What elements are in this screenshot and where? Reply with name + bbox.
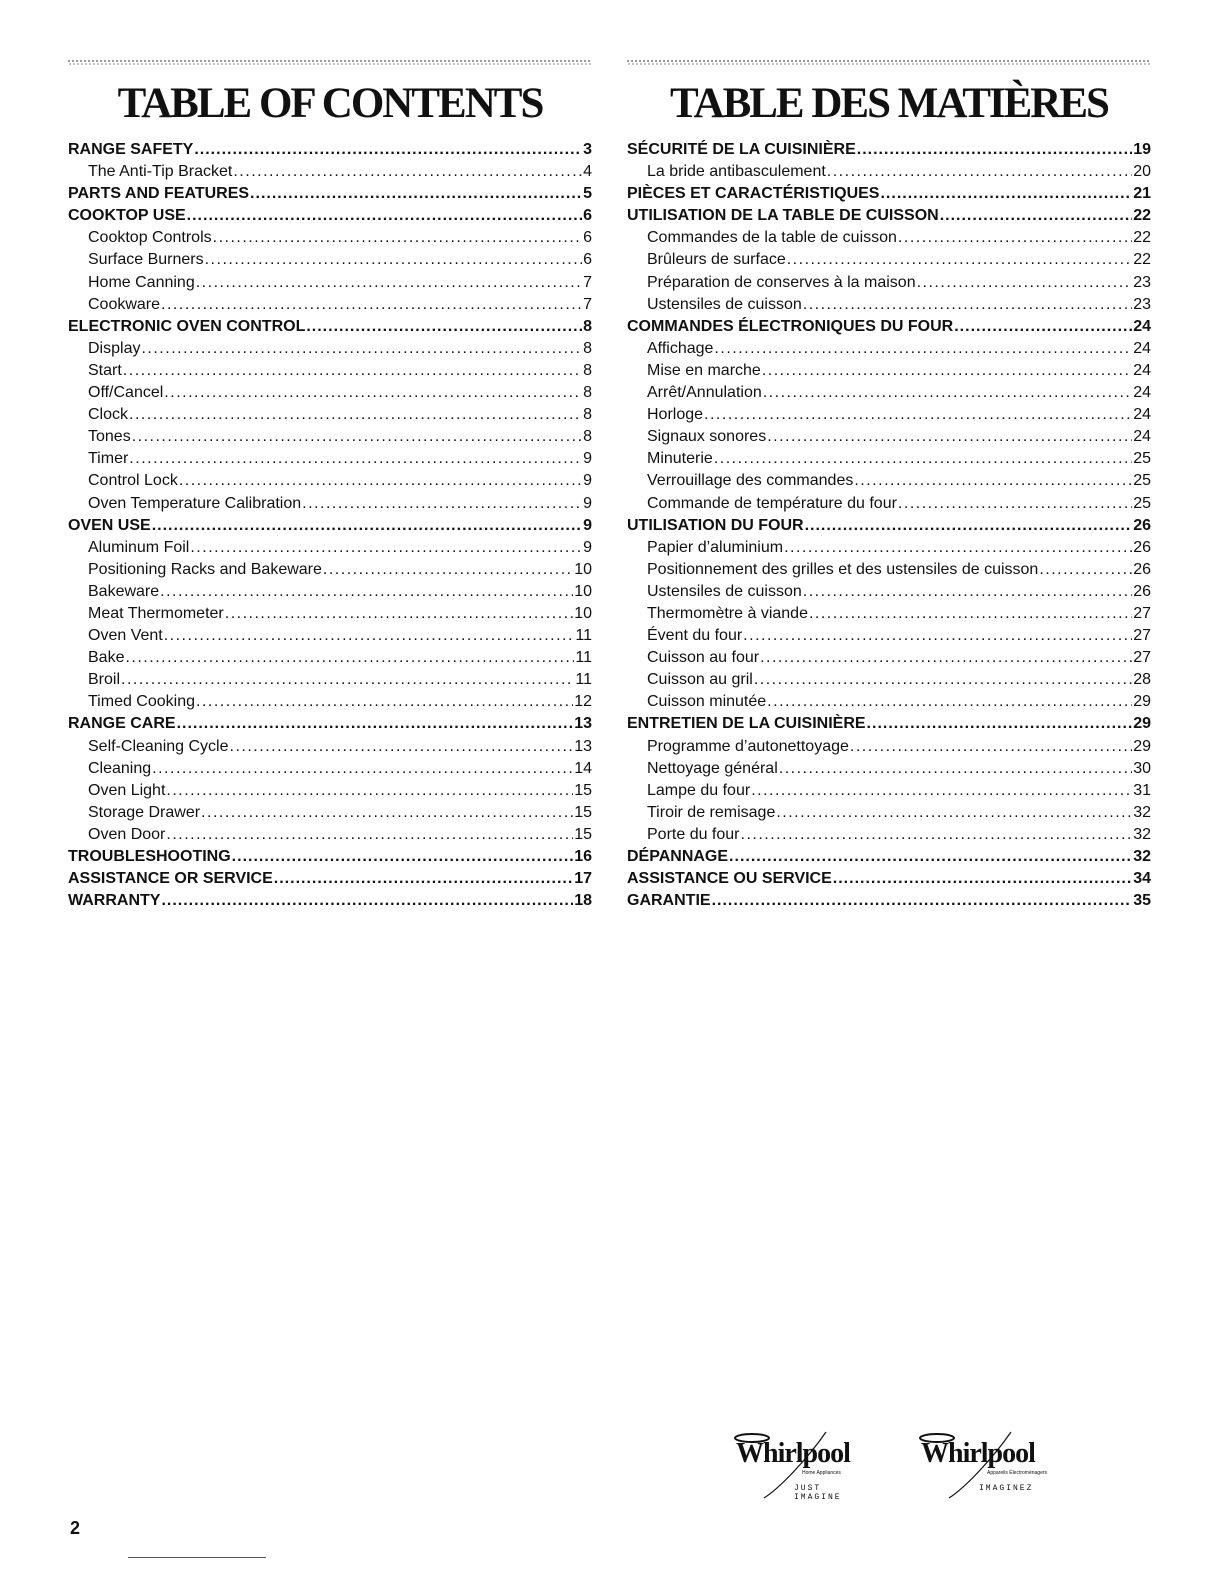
entry-label: Start xyxy=(88,361,122,379)
entry-label: Lampe du four xyxy=(647,781,751,799)
dot-leader xyxy=(232,846,574,868)
dot-leader xyxy=(213,227,582,249)
toc-subentry xyxy=(68,802,592,824)
dot-leader xyxy=(762,360,1132,382)
entry-label: Surface Burners xyxy=(88,251,204,269)
entry-label: Control Lock xyxy=(88,472,178,490)
dot-leader xyxy=(767,426,1132,448)
dot-leader xyxy=(196,272,582,294)
toc-subentry xyxy=(627,647,1151,669)
toc-english xyxy=(68,58,592,912)
dot-leader xyxy=(274,868,573,890)
toc-subentry xyxy=(68,294,592,316)
entry-label: Display xyxy=(88,339,141,357)
entry-label: Cuisson au gril xyxy=(647,671,753,689)
entry-label: La bride antibasculement xyxy=(647,163,826,181)
entry-label: UTILISATION DE LA TABLE DE CUISSON xyxy=(627,207,939,225)
entry-page-number: 8 xyxy=(583,317,592,335)
entry-page-number: 6 xyxy=(583,207,592,225)
toc-subentry xyxy=(68,470,592,492)
page-number: 2 xyxy=(70,1518,81,1538)
dot-leader xyxy=(132,426,582,448)
entry-label: Oven Door xyxy=(88,825,166,843)
entry-page-number: 8 xyxy=(583,339,592,357)
dot-leader xyxy=(225,603,573,625)
whirlpool-brand: Whirlpool xyxy=(921,1438,1035,1469)
entry-label: DÉPANNAGE xyxy=(627,848,729,865)
entry-page-number: 21 xyxy=(1133,185,1151,203)
toc-subentry xyxy=(627,360,1151,382)
toc-subentry xyxy=(627,736,1151,758)
entry-page-number: 26 xyxy=(1133,538,1151,556)
dot-leader xyxy=(123,360,582,382)
dot-leader xyxy=(125,647,574,669)
entry-page-number: 29 xyxy=(1133,693,1151,711)
entry-page-number: 32 xyxy=(1133,825,1151,843)
entry-page-number: 24 xyxy=(1133,384,1151,402)
toc-subentry xyxy=(68,249,592,271)
entry-label: Tones xyxy=(88,428,131,446)
entry-page-number: 25 xyxy=(1133,450,1151,468)
toc-subentry xyxy=(68,448,592,470)
entry-label: COMMANDES ÉLECTRONIQUES DU FOUR xyxy=(627,317,954,335)
dot-leader xyxy=(161,294,582,316)
dot-leader xyxy=(164,625,575,647)
entry-page-number: 7 xyxy=(583,273,592,291)
top-rule xyxy=(68,58,592,67)
toc-section-entry xyxy=(68,515,592,537)
entry-page-number: 17 xyxy=(574,870,592,888)
entry-page-number: 27 xyxy=(1133,604,1151,622)
whirlpool-tagline: JUST IMAGINE xyxy=(794,1484,842,1502)
dot-leader xyxy=(743,625,1132,647)
entry-label: Affichage xyxy=(647,339,714,357)
entry-label: Brûleurs de surface xyxy=(647,251,786,269)
dot-leader xyxy=(201,802,573,824)
toc-section-entry xyxy=(627,316,1151,338)
toc-subentry xyxy=(68,426,592,448)
dot-leader xyxy=(1039,559,1132,581)
dot-leader xyxy=(898,227,1132,249)
entry-page-number: 29 xyxy=(1133,715,1151,733)
entry-page-number: 5 xyxy=(583,185,592,203)
entry-label: Préparation de conserves à la maison xyxy=(647,273,916,291)
toc-heading-english: TABLE OF CONTENTS xyxy=(117,80,543,127)
entry-page-number: 23 xyxy=(1133,273,1151,291)
toc-subentry xyxy=(68,272,592,294)
entry-page-number: 24 xyxy=(1133,428,1151,446)
dot-leader xyxy=(129,404,582,426)
entry-label: RANGE CARE xyxy=(68,715,176,733)
entry-label: PIÈCES ET CARACTÉRISTIQUES xyxy=(627,185,880,203)
entry-page-number: 27 xyxy=(1133,649,1151,667)
toc-subentry xyxy=(627,294,1151,316)
toc-section-entry xyxy=(68,316,592,338)
entry-page-number: 3 xyxy=(583,141,592,158)
entry-page-number: 9 xyxy=(583,494,592,512)
toc-section-entry xyxy=(627,713,1151,735)
dot-leader xyxy=(323,559,573,581)
entry-label: Bakeware xyxy=(88,582,160,600)
dot-leader xyxy=(250,183,582,205)
dot-leader xyxy=(776,802,1132,824)
entry-page-number: 27 xyxy=(1133,627,1151,645)
entry-label: UTILISATION DU FOUR xyxy=(627,516,804,534)
toc-subentry xyxy=(68,824,592,846)
whirlpool-brand: Whirlpool xyxy=(736,1438,850,1469)
dot-leader xyxy=(306,316,582,338)
dot-leader xyxy=(779,758,1132,780)
toc-subentry xyxy=(68,382,592,404)
toc-subentry xyxy=(627,603,1151,625)
dot-leader xyxy=(754,669,1132,691)
entry-page-number: 10 xyxy=(574,582,592,600)
toc-subentry xyxy=(68,537,592,559)
dot-leader xyxy=(129,448,582,470)
entry-label: Positionnement des grilles et des ustensiles de cuisson xyxy=(647,560,1039,578)
toc-subentry xyxy=(68,338,592,360)
toc-subentry xyxy=(68,559,592,581)
dot-leader xyxy=(152,758,573,780)
toc-subentry xyxy=(627,470,1151,492)
toc-subentry xyxy=(68,780,592,802)
entry-page-number: 26 xyxy=(1133,516,1151,534)
dot-leader xyxy=(164,382,582,404)
toc-subentry xyxy=(68,161,592,183)
dot-leader xyxy=(751,780,1132,802)
toc-subentry xyxy=(68,360,592,382)
entry-label: Cuisson au four xyxy=(647,649,760,667)
dot-leader xyxy=(196,691,573,713)
entry-label: Porte du four xyxy=(647,825,740,843)
entry-label: RANGE SAFETY xyxy=(68,141,194,158)
dot-leader xyxy=(166,780,573,802)
toc-subentry xyxy=(627,559,1151,581)
dot-leader xyxy=(161,890,573,912)
toc-subentry xyxy=(627,272,1151,294)
toc-subentry xyxy=(627,625,1151,647)
toc-subentry xyxy=(627,404,1151,426)
entry-page-number: 4 xyxy=(583,163,592,181)
toc-subentry xyxy=(627,227,1151,249)
dot-leader xyxy=(190,537,582,559)
dot-leader xyxy=(160,581,573,603)
entry-page-number: 13 xyxy=(574,737,592,755)
toc-subentry xyxy=(627,249,1151,271)
dot-leader xyxy=(179,470,582,492)
toc-subentry xyxy=(68,758,592,780)
whirlpool-tagline: IMAGINEZ xyxy=(979,1484,1034,1493)
dot-leader xyxy=(230,736,574,758)
entry-label: Oven Vent xyxy=(88,627,163,645)
entry-page-number: 31 xyxy=(1133,781,1151,799)
entry-label: Nettoyage général xyxy=(647,759,778,777)
entry-label: Programme d’autonettoyage xyxy=(647,737,849,755)
entry-label: Timer xyxy=(88,450,129,468)
toc-section-entry xyxy=(627,205,1151,227)
entry-label: Aluminum Foil xyxy=(88,538,190,556)
toc-subentry xyxy=(627,537,1151,559)
entry-page-number: 22 xyxy=(1133,229,1151,247)
entry-label: ENTRETIEN DE LA CUISINIÈRE xyxy=(627,715,866,733)
toc-heading-french: TABLE DES MATIÈRES xyxy=(670,80,1108,127)
entry-label: TROUBLESHOOTING xyxy=(68,848,231,865)
entry-page-number: 34 xyxy=(1133,870,1151,888)
entry-label: Minuterie xyxy=(647,450,713,468)
entry-page-number: 15 xyxy=(574,803,592,821)
entry-label: Broil xyxy=(88,671,121,689)
toc-section-entry xyxy=(68,713,592,735)
dot-leader xyxy=(704,404,1132,426)
dot-leader xyxy=(714,338,1132,360)
dot-leader xyxy=(166,824,573,846)
entry-page-number: 24 xyxy=(1133,317,1151,335)
entry-label: Cleaning xyxy=(88,759,152,777)
toc-subentry xyxy=(627,691,1151,713)
entry-label: Bake xyxy=(88,649,125,667)
toc-section-entry xyxy=(627,515,1151,537)
entry-page-number: 30 xyxy=(1133,759,1151,777)
entry-label: Clock xyxy=(88,406,129,424)
entry-label: Timed Cooking xyxy=(88,693,196,711)
toc-subentry xyxy=(627,780,1151,802)
dot-leader xyxy=(194,139,582,161)
entry-page-number: 10 xyxy=(574,560,592,578)
entry-label: Verrouillage des commandes xyxy=(647,472,854,490)
dot-leader xyxy=(940,205,1133,227)
entry-page-number: 10 xyxy=(574,604,592,622)
toc-section-entry xyxy=(68,139,592,161)
entry-label: Horloge xyxy=(647,406,704,424)
toc-section-entry xyxy=(627,139,1151,161)
dot-leader xyxy=(233,161,582,183)
toc-subentry xyxy=(627,426,1151,448)
toc-subentry xyxy=(68,669,592,691)
entry-page-number: 9 xyxy=(583,538,592,556)
dot-leader xyxy=(880,183,1132,205)
entry-page-number: 32 xyxy=(1133,803,1151,821)
entry-page-number: 6 xyxy=(583,251,592,269)
entry-label: Cooktop Controls xyxy=(88,229,212,247)
entry-label: ASSISTANCE OR SERVICE xyxy=(68,870,273,888)
entry-page-number: 16 xyxy=(574,848,592,865)
toc-section-entry xyxy=(627,890,1151,912)
dot-leader xyxy=(827,161,1132,183)
whirlpool-subtext: Home Appliances xyxy=(802,1470,841,1476)
top-rule xyxy=(627,58,1151,67)
entry-label: Storage Drawer xyxy=(88,803,201,821)
dot-leader xyxy=(809,603,1132,625)
entry-page-number: 11 xyxy=(575,649,592,667)
dot-leader xyxy=(787,249,1132,271)
toc-section-entry xyxy=(68,183,592,205)
entry-label: Mise en marche xyxy=(647,361,761,379)
entry-page-number: 9 xyxy=(583,450,592,468)
toc-subentry xyxy=(627,824,1151,846)
entry-page-number: 28 xyxy=(1133,671,1151,689)
entry-label: Self-Cleaning Cycle xyxy=(88,737,229,755)
whirlpool-logo-french xyxy=(915,1428,1055,1502)
toc-subentry xyxy=(68,493,592,515)
entry-label: The Anti-Tip Bracket xyxy=(88,163,233,181)
dot-leader xyxy=(857,139,1132,161)
toc-subentry xyxy=(627,581,1151,603)
entry-page-number: 23 xyxy=(1133,295,1151,313)
entry-page-number: 7 xyxy=(583,295,592,313)
toc-section-entry xyxy=(627,868,1151,890)
entry-page-number: 15 xyxy=(574,825,592,843)
entry-label: Home Canning xyxy=(88,273,195,291)
entry-label: Arrêt/Annulation xyxy=(647,384,762,402)
dot-leader xyxy=(854,470,1132,492)
toc-section-entry xyxy=(68,205,592,227)
dot-leader xyxy=(898,493,1132,515)
dot-leader xyxy=(917,272,1133,294)
entry-label: Évent du four xyxy=(647,627,743,645)
dot-leader xyxy=(803,581,1132,603)
toc-subentry xyxy=(68,603,592,625)
dot-leader xyxy=(763,382,1132,404)
entry-label: Thermomètre à viande xyxy=(647,604,808,622)
entry-page-number: 25 xyxy=(1133,472,1151,490)
entry-page-number: 8 xyxy=(583,406,592,424)
entry-label: SÉCURITÉ DE LA CUISINIÈRE xyxy=(627,141,856,158)
entry-page-number: 24 xyxy=(1133,361,1151,379)
entry-label: Oven Light xyxy=(88,781,166,799)
toc-section-entry xyxy=(627,183,1151,205)
entry-label: ASSISTANCE OU SERVICE xyxy=(627,870,832,888)
entry-page-number: 12 xyxy=(574,693,592,711)
toc-subentry xyxy=(68,581,592,603)
dot-leader xyxy=(803,294,1132,316)
entry-label: Cuisson minutée xyxy=(647,693,767,711)
toc-subentry xyxy=(627,448,1151,470)
dot-leader xyxy=(867,713,1133,735)
entry-page-number: 14 xyxy=(574,759,592,777)
toc-subentry xyxy=(627,758,1151,780)
entry-page-number: 19 xyxy=(1133,141,1151,158)
toc-subentry xyxy=(627,161,1151,183)
entry-page-number: 11 xyxy=(575,671,592,689)
entry-page-number: 26 xyxy=(1133,582,1151,600)
entry-page-number: 11 xyxy=(575,627,592,645)
entry-label: Positioning Racks and Bakeware xyxy=(88,560,322,578)
dot-leader xyxy=(760,647,1132,669)
dot-leader xyxy=(833,868,1132,890)
dot-leader xyxy=(205,249,582,271)
whirlpool-subtext: Appareils Électroménagers xyxy=(987,1470,1048,1476)
dot-leader xyxy=(187,205,582,227)
entry-label: Oven Temperature Calibration xyxy=(88,494,302,512)
dot-leader xyxy=(714,448,1132,470)
entry-page-number: 8 xyxy=(583,361,592,379)
entry-label: Ustensiles de cuisson xyxy=(647,295,802,313)
entry-label: Signaux sonores xyxy=(647,428,767,446)
toc-subentry xyxy=(68,647,592,669)
entry-label: Ustensiles de cuisson xyxy=(647,582,802,600)
toc-subentry xyxy=(627,802,1151,824)
entry-page-number: 8 xyxy=(583,384,592,402)
entry-label: GARANTIE xyxy=(627,892,711,910)
entry-label: OVEN USE xyxy=(68,516,151,534)
entry-page-number: 6 xyxy=(583,229,592,247)
entry-page-number: 22 xyxy=(1133,251,1151,269)
dot-leader xyxy=(784,537,1132,559)
entry-label: Commandes de la table de cuisson xyxy=(647,229,897,247)
toc-subentry xyxy=(627,669,1151,691)
entry-label: Papier d’aluminium xyxy=(647,538,784,556)
toc-section-entry xyxy=(68,868,592,890)
entry-label: PARTS AND FEATURES xyxy=(68,185,250,203)
entry-label: Meat Thermometer xyxy=(88,604,224,622)
entry-label: COOKTOP USE xyxy=(68,207,186,225)
entry-page-number: 18 xyxy=(574,892,592,910)
toc-subentry xyxy=(68,227,592,249)
entry-page-number: 35 xyxy=(1133,892,1151,910)
entry-label: Tiroir de remisage xyxy=(647,803,776,821)
entry-page-number: 20 xyxy=(1133,163,1151,181)
entry-label: Cookware xyxy=(88,295,161,313)
toc-subentry xyxy=(68,691,592,713)
toc-french xyxy=(627,58,1151,912)
toc-subentry xyxy=(68,404,592,426)
entry-page-number: 8 xyxy=(583,428,592,446)
toc-section-entry xyxy=(68,846,592,868)
dot-leader xyxy=(767,691,1132,713)
toc-subentry xyxy=(68,736,592,758)
toc-entries-french xyxy=(627,139,1151,912)
dot-leader xyxy=(152,515,582,537)
toc-subentry xyxy=(627,493,1151,515)
entry-page-number: 29 xyxy=(1133,737,1151,755)
entry-label: Commande de température du four xyxy=(647,494,897,512)
toc-section-entry xyxy=(627,846,1151,868)
entry-page-number: 9 xyxy=(583,472,592,490)
toc-subentry xyxy=(627,382,1151,404)
entry-label: WARRANTY xyxy=(68,892,161,910)
toc-subentry xyxy=(68,625,592,647)
toc-entries-english xyxy=(68,139,592,912)
dot-leader xyxy=(712,890,1133,912)
dot-leader xyxy=(302,493,582,515)
entry-page-number: 26 xyxy=(1133,560,1151,578)
dot-leader xyxy=(121,669,574,691)
entry-label: ELECTRONIC OVEN CONTROL xyxy=(68,317,306,335)
entry-page-number: 9 xyxy=(583,516,592,534)
dot-leader xyxy=(954,316,1132,338)
entry-page-number: 15 xyxy=(574,781,592,799)
dot-leader xyxy=(741,824,1133,846)
entry-page-number: 24 xyxy=(1133,406,1151,424)
entry-page-number: 22 xyxy=(1133,207,1151,225)
dot-leader xyxy=(141,338,582,360)
toc-subentry xyxy=(627,338,1151,360)
entry-page-number: 24 xyxy=(1133,339,1151,357)
entry-page-number: 25 xyxy=(1133,494,1151,512)
dot-leader xyxy=(850,736,1132,758)
whirlpool-logo-english xyxy=(730,1428,870,1502)
dot-leader xyxy=(729,846,1132,868)
footer-rule xyxy=(128,1557,266,1558)
dot-leader xyxy=(177,713,574,735)
dot-leader xyxy=(805,515,1133,537)
toc-section-entry xyxy=(68,890,592,912)
entry-page-number: 13 xyxy=(574,715,592,733)
entry-label: Off/Cancel xyxy=(88,384,164,402)
entry-page-number: 32 xyxy=(1133,848,1151,865)
